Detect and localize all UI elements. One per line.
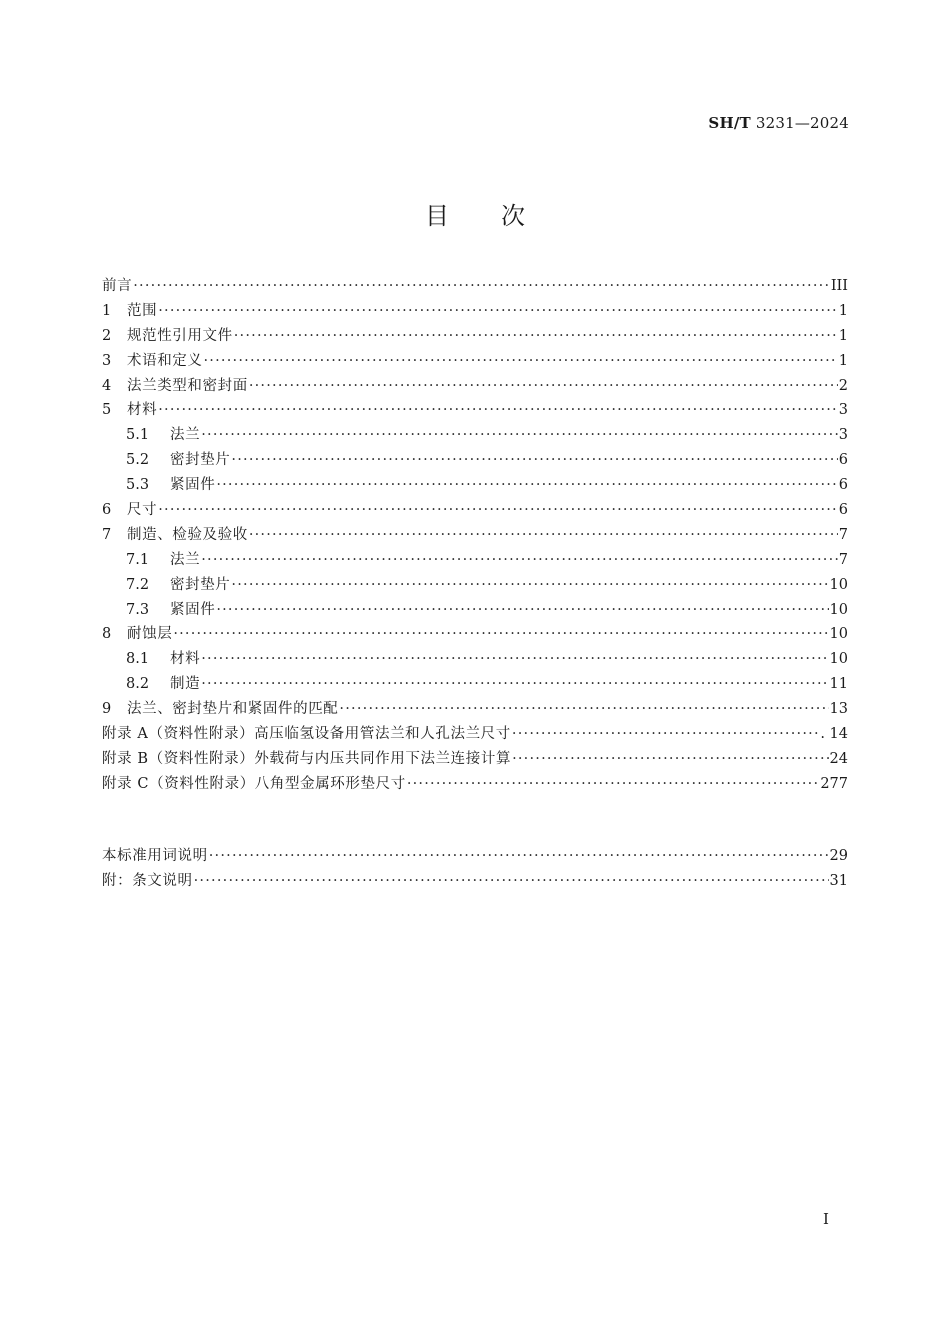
toc-subsection-entry[interactable] <box>102 672 848 697</box>
toc-entry-page: 24 <box>829 750 848 767</box>
toc-entry-label: 附录 B（资料性附录）外载荷与内压共同作用下法兰连接计算 <box>102 750 512 767</box>
toc-entry-page: 6 <box>838 477 848 494</box>
toc-entry-leader <box>158 398 838 423</box>
toc-entry-page: 2 <box>838 377 848 394</box>
standard-code-prefix: SH/T <box>708 114 751 132</box>
toc-entry-page: 6 <box>838 452 848 469</box>
table-of-contents <box>102 274 848 797</box>
toc-entry-page: 277 <box>820 775 848 792</box>
toc-entry-leader <box>201 647 828 672</box>
toc-entry-label: 附：条文说明 <box>102 872 193 889</box>
toc-entry-number: 7.1 <box>126 551 150 568</box>
toc-entry[interactable] <box>102 299 848 324</box>
toc-entry-page: . 14 <box>820 726 848 743</box>
toc-entry-page: 11 <box>829 676 848 693</box>
standard-code <box>708 114 849 132</box>
toc-entry-leader <box>201 672 828 697</box>
toc-entry-leader <box>173 622 828 647</box>
toc-entry[interactable] <box>102 498 848 523</box>
toc-entry[interactable] <box>102 697 848 722</box>
toc-entry-leader <box>158 299 838 324</box>
toc-entry-label: 规范性引用文件 <box>127 327 233 344</box>
toc-entry[interactable] <box>102 374 848 399</box>
toc-entry-label: 密封垫片 <box>170 452 231 469</box>
toc-entry-page: 3 <box>838 427 848 444</box>
toc-entry-leader <box>512 747 828 772</box>
toc-entry-leader <box>339 697 828 722</box>
table-of-contents-appendix <box>102 844 848 894</box>
toc-subsection-entry[interactable] <box>102 647 848 672</box>
toc-entry-leader <box>249 523 838 548</box>
toc-entry-page: 10 <box>829 601 848 618</box>
toc-entry-label: 制造 <box>170 676 201 693</box>
page-number: I <box>823 1210 829 1228</box>
toc-entry-label: 尺寸 <box>127 502 158 519</box>
toc-entry-number: 3 <box>102 352 112 369</box>
toc-subsection-entry[interactable] <box>102 598 848 623</box>
toc-entry-label: 本标准用词说明 <box>102 848 208 864</box>
toc-entry-leader <box>231 573 828 598</box>
toc-entry-number: 8.1 <box>126 651 150 668</box>
toc-entry[interactable] <box>102 844 848 869</box>
toc-entry-page: 10 <box>829 626 848 643</box>
toc-entry-number: 7 <box>102 526 112 543</box>
toc-entry-number: 7.2 <box>126 576 150 593</box>
toc-entry-leader <box>133 274 830 299</box>
page-title-char-1: 目 <box>425 202 449 230</box>
toc-entry-page: 13 <box>829 701 848 718</box>
toc-entry-page: 29 <box>829 848 848 864</box>
toc-entry-label: 法兰 <box>170 551 201 568</box>
toc-entry[interactable] <box>102 869 848 894</box>
toc-entry-leader <box>407 772 820 797</box>
toc-entry-leader <box>216 598 828 623</box>
toc-entry-page: III <box>830 278 848 294</box>
toc-entry-leader <box>231 448 837 473</box>
toc-entry-page: 10 <box>829 576 848 593</box>
toc-entry-page: 1 <box>838 327 848 344</box>
toc-entry[interactable] <box>102 747 848 772</box>
toc-entry-number: 7.3 <box>126 601 150 618</box>
toc-entry-label: 紧固件 <box>170 477 216 494</box>
toc-entry-number: 8 <box>102 626 112 643</box>
toc-entry-label: 法兰类型和密封面 <box>127 377 248 394</box>
toc-entry-label: 前言 <box>102 278 133 294</box>
toc-entry-label: 法兰、密封垫片和紧固件的匹配 <box>127 701 339 718</box>
toc-entry-label: 范围 <box>127 302 158 319</box>
toc-entry-number: 2 <box>102 327 112 344</box>
toc-entry[interactable] <box>102 398 848 423</box>
toc-entry-label: 耐蚀层 <box>127 626 173 643</box>
toc-entry-page: 1 <box>838 352 848 369</box>
toc-entry-number: 1 <box>102 302 112 319</box>
toc-entry[interactable] <box>102 349 848 374</box>
toc-entry-label: 术语和定义 <box>127 352 203 369</box>
toc-entry[interactable] <box>102 523 848 548</box>
toc-entry-page: 31 <box>829 872 848 889</box>
toc-entry[interactable] <box>102 772 848 797</box>
toc-subsection-entry[interactable] <box>102 548 848 573</box>
toc-entry-number: 8.2 <box>126 676 150 693</box>
toc-entry-leader <box>234 324 838 349</box>
toc-entry-leader <box>201 423 838 448</box>
toc-entry-number: 5.1 <box>126 427 150 444</box>
toc-entry-number: 5 <box>102 402 112 419</box>
page-title <box>0 196 950 231</box>
toc-entry[interactable] <box>102 722 848 747</box>
toc-subsection-entry[interactable] <box>102 423 848 448</box>
toc-entry[interactable] <box>102 324 848 349</box>
toc-entry-label: 紧固件 <box>170 601 216 618</box>
toc-entry-leader <box>249 374 838 399</box>
toc-entry-page: 3 <box>838 402 848 419</box>
toc-entry-label: 附录 C（资料性附录）八角型金属环形垫尺寸 <box>102 775 406 792</box>
toc-entry-label: 法兰 <box>170 427 201 444</box>
toc-entry-number: 9 <box>102 701 112 718</box>
toc-entry-number: 6 <box>102 502 112 519</box>
toc-entry-label: 附录 A（资料性附录）高压临氢设备用管法兰和人孔法兰尺寸 <box>102 726 511 743</box>
toc-entry-page: 7 <box>838 526 848 543</box>
toc-entry-number: 5.2 <box>126 452 150 469</box>
toc-entry[interactable] <box>102 622 848 647</box>
toc-entry-leader <box>216 473 837 498</box>
toc-subsection-entry[interactable] <box>102 473 848 498</box>
toc-entry-leader <box>194 869 829 894</box>
toc-entry-label: 密封垫片 <box>170 576 231 593</box>
toc-entry[interactable] <box>102 274 848 299</box>
toc-entry-number: 4 <box>102 377 112 394</box>
toc-entry-label: 材料 <box>127 402 158 419</box>
toc-entry-page: 6 <box>838 502 848 519</box>
toc-entry-page: 7 <box>838 551 848 568</box>
toc-entry-page: 10 <box>829 651 848 668</box>
toc-entry-number: 5.3 <box>126 477 150 494</box>
toc-entry-label: 材料 <box>170 651 201 668</box>
toc-entry-leader <box>201 548 838 573</box>
toc-subsection-entry[interactable] <box>102 448 848 473</box>
toc-entry-leader <box>209 844 829 869</box>
toc-entry-page: 1 <box>838 302 848 319</box>
toc-entry-leader <box>204 349 838 374</box>
toc-entry-leader <box>158 498 838 523</box>
page-title-char-2: 次 <box>501 202 525 230</box>
toc-entry-leader <box>512 722 819 747</box>
standard-code-number: 3231—2024 <box>755 114 849 132</box>
toc-subsection-entry[interactable] <box>102 573 848 598</box>
toc-entry-label: 制造、检验及验收 <box>127 526 248 543</box>
